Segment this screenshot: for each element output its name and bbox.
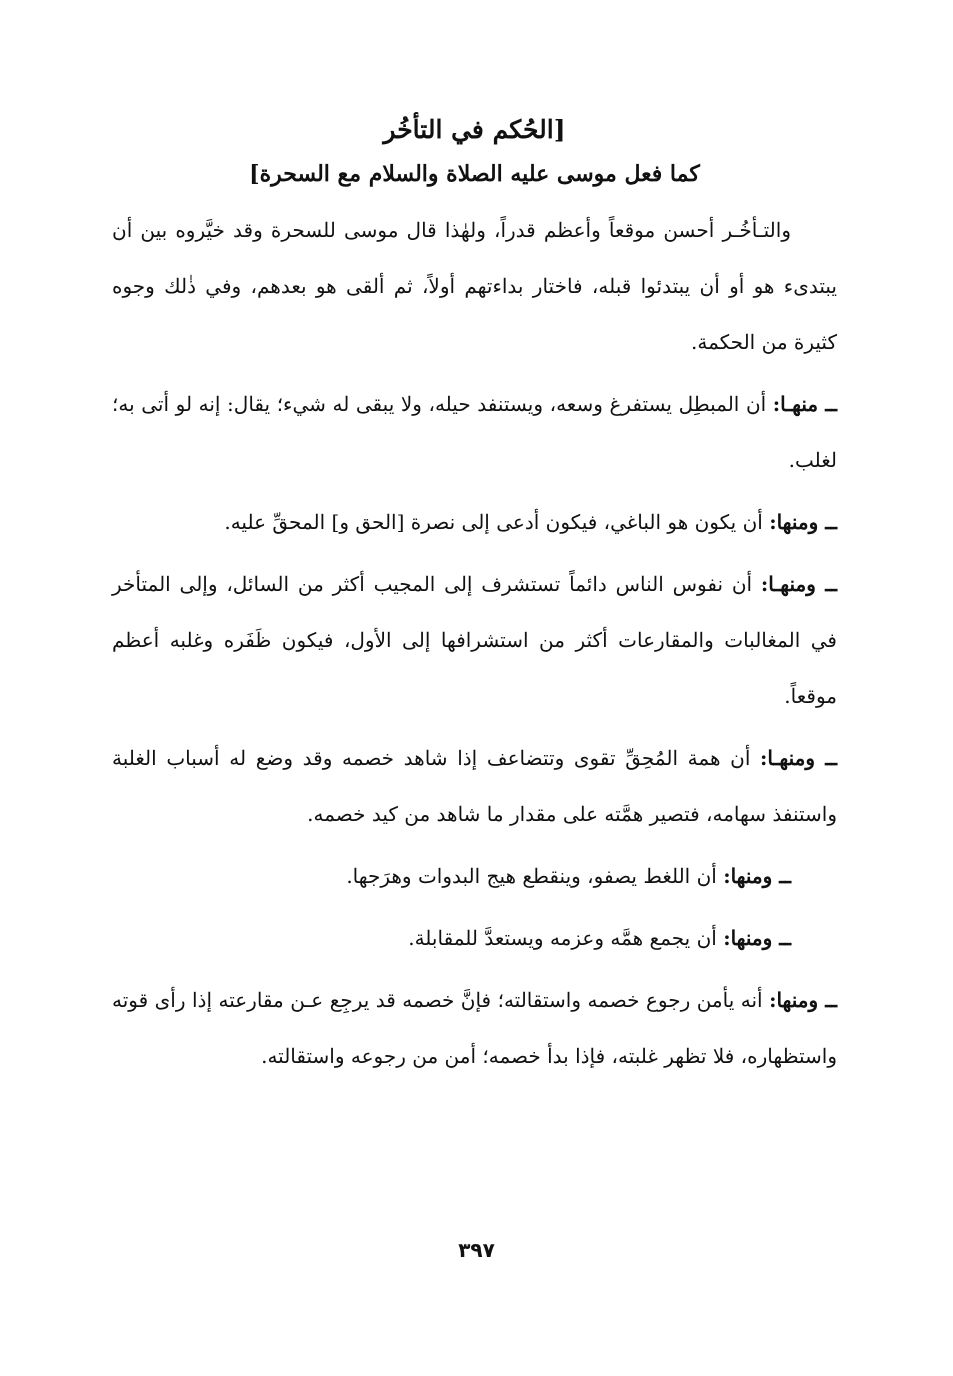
point-lead: ــ ومنها: (723, 864, 791, 888)
intro-paragraph (112, 202, 837, 370)
point-lead: ــ ومنها: (723, 926, 791, 950)
paragraph-text: أن اللغط يصفو، وينقطع هيج البدوات وهرَجها. (346, 864, 724, 888)
point-lead: ــ ومنهـا: (760, 572, 837, 596)
paragraph-text: أن يكون هو الباغي، فيكون أدعى إلى نصرة [الحق و] المحقِّ عليه. (224, 510, 770, 534)
chapter-subtitle: كما فعل موسى عليه الصلاة والسلام مع السحرة] (249, 161, 700, 187)
chapter-title: [الحُكم في التأخُر (383, 115, 566, 144)
point-paragraph-4 (112, 730, 837, 842)
paragraph-text: أن المبطِل يستفرغ وسعه، ويستنفد حيله، ولا يبقى له شيء؛ يقال: إنه لو أتى به؛ لغلب. (112, 392, 837, 472)
paragraph-text: أن نفوس الناس دائماً تستشرف إلى المجيب أكثر من السائل، وإلى المتأخر في المغالبات والمقارعات أكثر من استشرافها إلى الأول، فيكون ظَفَره وغلبه أعظم موقعاً. (112, 572, 837, 708)
point-lead: ــ ومنها: (769, 510, 837, 534)
paragraph-text: أن همة المُحِقِّ تقوى وتتضاعف إذا شاهد خصمه وقد وضع له أسباب الغلبة واستنفذ سهامه، فتصير همَّته على مقدار ما شاهد من كيد خصمه. (112, 746, 837, 826)
point-lead: ــ ومنها: (769, 988, 837, 1012)
paragraph-text: أن يجمع همَّه وعزمه ويستعدَّ للمقابلة. (408, 926, 724, 950)
point-paragraph-5 (112, 848, 837, 904)
page-content (112, 108, 837, 1090)
point-paragraph-2 (112, 494, 837, 550)
page-number: ٣٩٧ (458, 1238, 495, 1262)
paragraph-text: أنه يأمن رجوع خصمه واستقالته؛ فإنَّ خصمه قد يرجِع عـن مقارعته إذا رأى قوته واستظهاره، فلا تظهر غلبته، فإذا بدأ خصمه؛ أمن من رجوعه واستقالته. (112, 988, 837, 1068)
point-lead: ــ منهـا: (772, 392, 838, 416)
paragraph-text: والتـأخُـر أحسن موقعاً وأعظم قدراً، ولهٰذا قال موسى للسحرة وقد خيَّروه بين أن يبتدىء هو أو أن يبتدئوا قبله، فاختار بداءتهم أولاً، ثم ألقى هو بعدهم، وفي ذٰلك وجوه كثيرة من الحكمة. (112, 218, 837, 354)
point-paragraph-1 (112, 376, 837, 488)
point-lead: ــ ومنهـا: (760, 746, 837, 770)
point-paragraph-7 (112, 972, 837, 1084)
point-paragraph-6 (112, 910, 837, 966)
point-paragraph-3 (112, 556, 837, 724)
